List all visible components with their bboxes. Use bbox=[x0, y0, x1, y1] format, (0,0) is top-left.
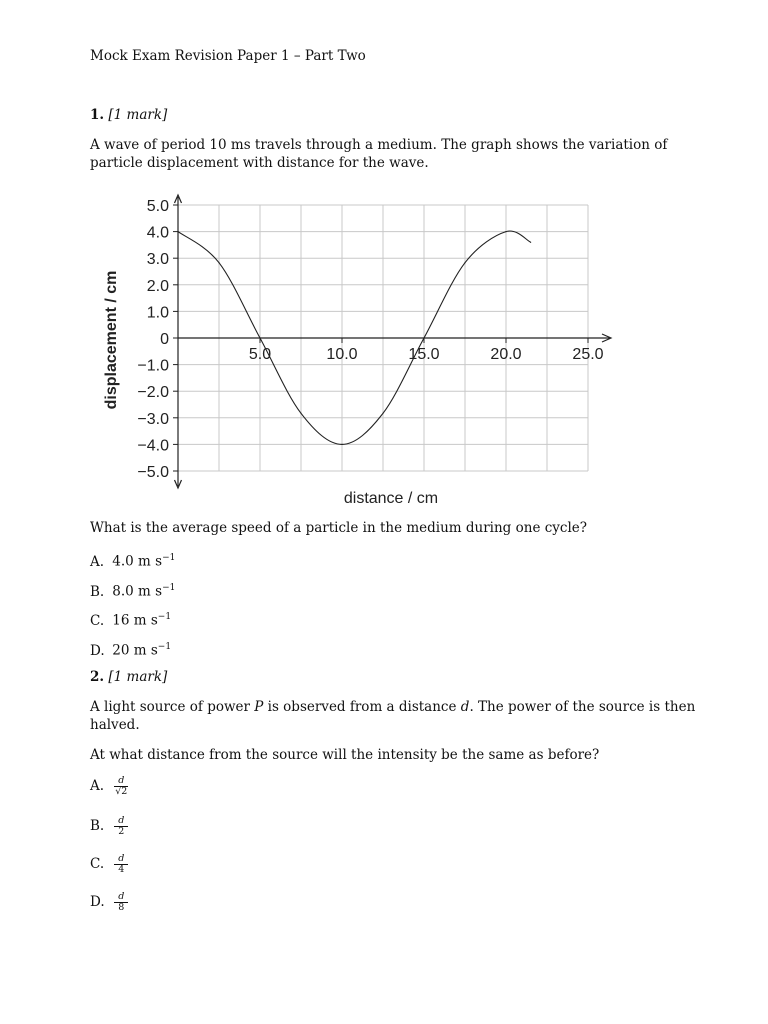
wave-data-point bbox=[341, 444, 342, 445]
fraction-numerator: d bbox=[118, 853, 125, 864]
y-tick-label: 0 bbox=[160, 331, 169, 348]
wave-data-point bbox=[423, 337, 424, 338]
option-exponent: −1 bbox=[157, 642, 172, 652]
q2-number: 2. bbox=[90, 669, 105, 685]
q1-question: What is the average speed of a particle in the medium during one cycle? bbox=[90, 520, 588, 536]
option-letter: A. bbox=[90, 778, 105, 794]
wave-data-point bbox=[505, 231, 506, 232]
q2-stem-line1 bbox=[90, 698, 695, 716]
q2-stem-b: is observed from a distance bbox=[263, 699, 461, 715]
q2-option-b[interactable] bbox=[90, 816, 128, 837]
q2-option-d[interactable] bbox=[90, 892, 128, 913]
q2-option-a[interactable] bbox=[90, 776, 128, 797]
y-axis-label: displacement / cm bbox=[103, 270, 120, 410]
q2-stem-c: . The power of the source is then bbox=[469, 699, 696, 715]
q1-option-b[interactable] bbox=[90, 579, 175, 601]
option-letter: C. bbox=[90, 612, 105, 629]
option-text: 4.0 m s bbox=[112, 553, 163, 570]
q2-stem-line2: halved. bbox=[90, 717, 140, 733]
wave-data-point bbox=[177, 231, 178, 232]
q2-marks: [1 mark] bbox=[108, 669, 168, 685]
q1-heading bbox=[90, 106, 167, 124]
option-exponent: −1 bbox=[157, 612, 172, 622]
y-tick-label: 4.0 bbox=[146, 224, 169, 242]
q2-stem-a: A light source of power bbox=[90, 699, 255, 715]
wave-data-point bbox=[530, 242, 531, 243]
y-tick-label: −1.0 bbox=[137, 357, 169, 375]
option-exponent: −1 bbox=[162, 583, 176, 593]
fraction-denominator: 8 bbox=[118, 902, 125, 913]
wave-data-point bbox=[464, 262, 465, 263]
fraction-denominator: √2 bbox=[115, 786, 128, 797]
option-text: 20 m s bbox=[112, 642, 158, 659]
option-fraction bbox=[114, 776, 128, 797]
x-axis-label: distance / cm bbox=[343, 490, 439, 507]
y-tick-label: −5.0 bbox=[137, 464, 169, 481]
y-tick-label: 5.0 bbox=[146, 198, 169, 215]
option-letter: C. bbox=[90, 856, 105, 872]
option-exponent: −1 bbox=[162, 553, 176, 563]
page-header: Mock Exam Revision Paper 1 – Part Two bbox=[90, 48, 366, 64]
q1-option-a[interactable] bbox=[90, 549, 175, 571]
x-tick-label: 5.0 bbox=[248, 346, 272, 363]
q1-number: 1. bbox=[90, 107, 105, 123]
y-tick-label: −3.0 bbox=[137, 410, 169, 428]
wave-data-point bbox=[259, 337, 260, 338]
option-letter: A. bbox=[90, 553, 105, 570]
fraction-numerator: d bbox=[118, 815, 125, 826]
q1-option-d[interactable] bbox=[90, 638, 171, 660]
option-letter: D. bbox=[90, 894, 105, 910]
x-tick-label: 15.0 bbox=[408, 346, 440, 363]
option-text: 8.0 m s bbox=[112, 583, 163, 600]
q2-question: At what distance from the source will the intensity be the same as before? bbox=[90, 747, 600, 763]
q2-option-c[interactable] bbox=[90, 854, 128, 875]
option-fraction bbox=[114, 854, 128, 875]
q1-stem-line1: A wave of period 10 ms travels through a medium. The graph shows the variation of bbox=[90, 137, 668, 153]
q1-stem-line2: particle displacement with distance for the wave. bbox=[90, 155, 429, 171]
q2-symbol-d: d bbox=[460, 699, 470, 715]
fraction-denominator: 2 bbox=[118, 826, 125, 837]
wave-data-point bbox=[300, 413, 301, 414]
option-fraction bbox=[114, 816, 128, 837]
y-tick-label: 3.0 bbox=[146, 251, 169, 269]
q1-marks: [1 mark] bbox=[108, 107, 168, 123]
y-tick-label: −2.0 bbox=[137, 384, 169, 402]
fraction-numerator: d bbox=[118, 775, 125, 786]
fraction-denominator: 4 bbox=[118, 864, 125, 875]
wave-data-point bbox=[382, 413, 383, 414]
y-tick-label: −4.0 bbox=[137, 437, 169, 455]
option-letter: B. bbox=[90, 583, 105, 600]
q1-option-c[interactable] bbox=[90, 608, 171, 630]
x-tick-label: 20.0 bbox=[490, 346, 522, 363]
q2-heading bbox=[90, 668, 167, 686]
wave-data-point bbox=[218, 262, 219, 263]
y-tick-label: 2.0 bbox=[146, 277, 169, 295]
option-fraction bbox=[114, 892, 128, 913]
option-text: 16 m s bbox=[112, 612, 158, 629]
x-tick-label: 10.0 bbox=[326, 346, 358, 363]
option-letter: D. bbox=[90, 642, 105, 659]
option-letter: B. bbox=[90, 818, 105, 834]
q2-symbol-p: P bbox=[254, 699, 264, 715]
wave-graph bbox=[95, 188, 655, 516]
x-tick-label: 25.0 bbox=[572, 346, 604, 363]
y-tick-label: 1.0 bbox=[146, 304, 169, 322]
fraction-numerator: d bbox=[118, 891, 125, 902]
